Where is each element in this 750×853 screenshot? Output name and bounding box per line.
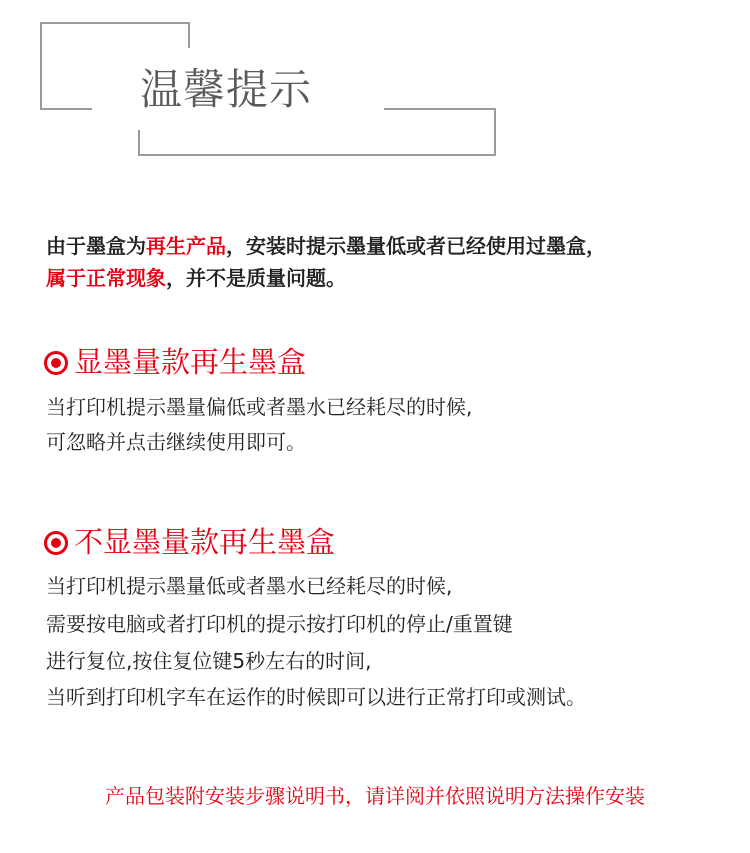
intro-line-1 xyxy=(46,232,606,260)
section-heading-no-ink-display xyxy=(44,522,335,562)
title-frame-left-vertical xyxy=(40,22,42,110)
section-2-line-4: 当听到打印机字车在运作的时候即可以进行正常打印或测试。 xyxy=(46,685,586,709)
section-2-line-1: 当打印机提示墨量低或者墨水已经耗尽的时候, xyxy=(46,574,453,598)
title-frame-right-vertical xyxy=(494,108,496,156)
target-circle-icon xyxy=(44,351,68,375)
target-circle-icon xyxy=(44,531,68,555)
section-2-line-2: 需要按电脑或者打印机的提示按打印机的停止/重置键 xyxy=(46,612,513,636)
footer-note: 产品包装附安装步骤说明书，请详阅并依照说明方法操作安装 xyxy=(105,784,645,808)
section-heading-ink-display xyxy=(44,342,306,382)
intro-line-2 xyxy=(46,264,346,292)
intro-highlight-normal: 属于正常现象 xyxy=(46,266,166,290)
page-title: 温馨提示 xyxy=(140,65,313,114)
section-1-line-1: 当打印机提示墨量偏低或者墨水已经耗尽的时候, xyxy=(46,395,473,419)
section-1-line-2: 可忽略并点击继续使用即可。 xyxy=(46,430,306,454)
title-frame-bottom xyxy=(140,154,496,156)
title-frame-top-right-vertical xyxy=(188,22,190,48)
title-frame-left-bottom xyxy=(40,108,92,110)
intro-highlight-recycled-product: 再生产品 xyxy=(146,234,226,258)
section-2-line-3: 进行复位,按住复位键5秒左右的时间, xyxy=(46,649,372,673)
intro-line-1-text-a: 由于墨盒为 xyxy=(46,234,146,258)
section-1-heading-text: 显墨量款再生墨盒 xyxy=(74,345,307,379)
intro-line-1-text-b: ，安装时提示墨量低或者已经使用过墨盒， xyxy=(226,234,606,258)
title-frame-right-top xyxy=(384,108,496,110)
intro-line-2-text-b: ，并不是质量问题。 xyxy=(166,266,346,290)
title-frame-top xyxy=(40,22,190,24)
section-2-heading-text: 不显墨量款再生墨盒 xyxy=(74,525,336,559)
title-frame-bottom-left-vertical xyxy=(138,130,140,156)
